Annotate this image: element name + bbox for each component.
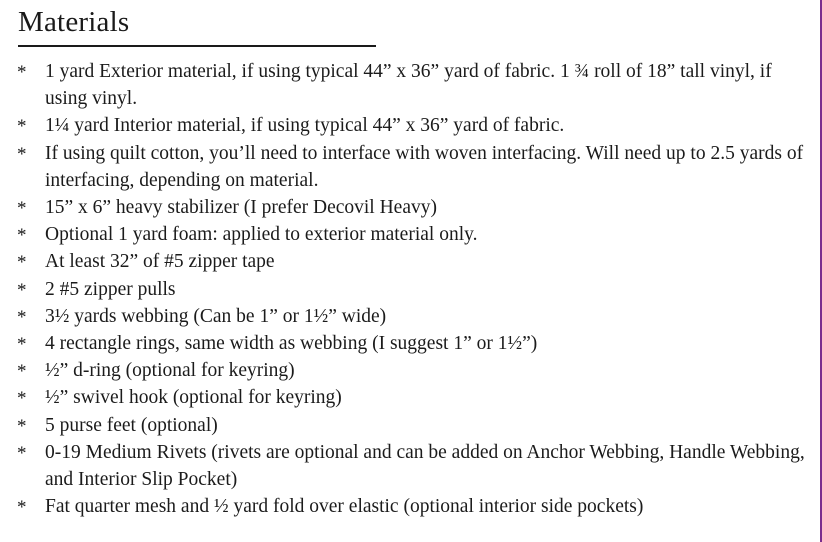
bullet-asterisk: * — [17, 279, 27, 301]
bullet-asterisk: * — [17, 361, 27, 383]
list-item — [0, 412, 816, 439]
list-item-text: 1 yard Exterior material, if using typical 44” x 36” yard of fabric. 1 ¾ roll of 18” tall vinyl, if using vinyl. — [45, 61, 772, 110]
section-title: Materials — [18, 6, 130, 38]
list-item — [0, 140, 816, 194]
list-item-text: 0-19 Medium Rivets (rivets are optional and can be added on Anchor Webbing, Handle Webbing, and Interior Slip Pocket) — [45, 441, 805, 491]
materials-list — [0, 58, 816, 520]
list-item — [0, 194, 816, 221]
list-item-text: 3½ yards webbing (Can be 1” or 1½” wide) — [45, 305, 387, 327]
list-item-text: ½” d-ring (optional for keyring) — [45, 360, 295, 382]
bullet-asterisk: * — [17, 143, 27, 165]
list-item-text: 1¼ yard Interior material, if using typical 44” x 36” yard of fabric. — [45, 115, 565, 137]
list-item — [0, 112, 816, 139]
list-item — [0, 384, 816, 411]
bullet-asterisk: * — [17, 388, 27, 410]
bullet-asterisk: * — [17, 62, 27, 83]
bullet-asterisk: * — [17, 306, 27, 328]
list-item-text: If using quilt cotton, you’ll need to interface with woven interfacing. Will need up to 2.5 yards of interfacing, depending on material. — [45, 142, 804, 191]
list-item-text: 4 rectangle rings, same width as webbing (I suggest 1” or 1½”) — [45, 333, 538, 355]
bullet-asterisk: * — [17, 415, 27, 437]
list-item — [0, 276, 816, 303]
list-item — [0, 58, 816, 112]
list-item-text: 2 #5 zipper pulls — [45, 278, 176, 300]
bullet-asterisk: * — [17, 497, 27, 519]
bullet-asterisk: * — [17, 225, 27, 247]
list-item — [0, 221, 816, 248]
list-item-text: Optional 1 yard foam: applied to exterior material only. — [45, 224, 478, 246]
bullet-asterisk: * — [17, 442, 27, 464]
bullet-asterisk: * — [17, 116, 27, 138]
list-item-text: Fat quarter mesh and ½ yard fold over elastic (optional interior side pockets) — [45, 496, 644, 518]
bullet-asterisk: * — [17, 198, 27, 220]
bullet-asterisk: * — [17, 252, 27, 274]
bullet-asterisk: * — [17, 334, 27, 356]
list-item — [0, 330, 816, 357]
list-item — [0, 439, 816, 493]
list-item — [0, 493, 816, 520]
list-item — [0, 248, 816, 275]
title-underline — [18, 45, 376, 47]
list-item — [0, 357, 816, 384]
list-item — [0, 303, 816, 330]
list-item-text: 15” x 6” heavy stabilizer (I prefer Decovil Heavy) — [45, 197, 437, 219]
list-item-text: At least 32” of #5 zipper tape — [45, 251, 275, 273]
list-item-text: ½” swivel hook (optional for keyring) — [45, 387, 342, 409]
list-item-text: 5 purse feet (optional) — [45, 414, 218, 436]
